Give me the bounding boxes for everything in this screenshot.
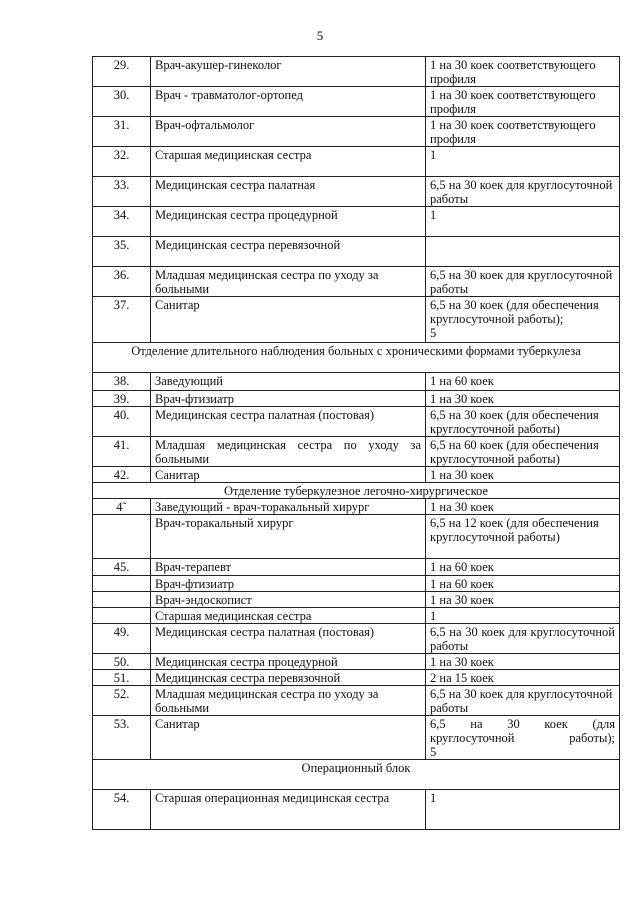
row-number: 45. (93, 559, 151, 576)
section-header-row (93, 483, 620, 499)
table-row (93, 57, 620, 87)
staffing-norm-text: 1 на 30 коек (430, 655, 494, 669)
staffing-norm (426, 576, 620, 592)
staffing-norm (426, 407, 620, 437)
position-name: Врач - травматолог-ортопед (151, 87, 426, 117)
row-number: 41. (93, 437, 151, 467)
position-name: Младшая медицинская сестра по уходу за больными (151, 267, 426, 297)
staffing-norm (426, 207, 620, 237)
staffing-norm-text: 6,5 на 60 коек (для обеспечения круглосуточной работы) (430, 438, 599, 466)
table-row (93, 87, 620, 117)
table-row (93, 686, 620, 716)
position-name: Медицинская сестра процедурной (151, 654, 426, 670)
position-name: Врач-акушер-гинеколог (151, 57, 426, 87)
position-name: Старшая операционная медицинская сестра (151, 790, 426, 830)
staffing-norm (426, 592, 620, 608)
table-row (93, 297, 620, 343)
position-name: Врач-терапевт (151, 559, 426, 576)
staffing-norm (426, 515, 620, 559)
table-row (93, 608, 620, 624)
staffing-norm (426, 670, 620, 686)
table-row (93, 624, 620, 654)
row-number: 42. (93, 467, 151, 483)
staffing-norm-text: 6,5 на 30 коек (для обеспечения круглосуточной работы); (430, 298, 599, 326)
staffing-norm (426, 391, 620, 407)
staffing-norm (426, 559, 620, 576)
staffing-table (92, 56, 620, 830)
row-number: 50. (93, 654, 151, 670)
staffing-norm (426, 608, 620, 624)
section-title: Отделение туберкулезное легочно-хирургическое (93, 483, 620, 499)
staffing-norm-text: 2 на 15 коек (430, 671, 494, 685)
staffing-norm-text: 6,5 на 30 коек (для круглосуточной работы); (430, 717, 615, 745)
position-name: Санитар (151, 297, 426, 343)
staffing-norm (426, 467, 620, 483)
table-row (93, 499, 620, 515)
staffing-norm-text: 1 на 30 коек соответствующего профиля (430, 118, 596, 146)
staffing-norm (426, 499, 620, 515)
section-header-row (93, 343, 620, 373)
table-row (93, 467, 620, 483)
staffing-norm (426, 147, 620, 177)
staffing-norm-text: 1 на 60 коек (430, 560, 494, 574)
staffing-norm-text: 1 на 30 коек соответствующего профиля (430, 58, 596, 86)
position-name: Врач-эндоскопист (151, 592, 426, 608)
row-number: 33. (93, 177, 151, 207)
position-name: Заведующий (151, 373, 426, 391)
row-number: 4˜ (93, 499, 151, 515)
table-row (93, 716, 620, 760)
position-name: Санитар (151, 467, 426, 483)
table-row (93, 207, 620, 237)
row-number: 54. (93, 790, 151, 830)
row-number: 35. (93, 237, 151, 267)
row-number: 38. (93, 373, 151, 391)
staffing-norm (426, 790, 620, 830)
position-name: Медицинская сестра палатная (постовая) (151, 624, 426, 654)
staffing-norm-text: 1 на 30 коек (430, 500, 494, 514)
staffing-norm (426, 117, 620, 147)
position-name: Заведующий - врач-торакальный хирург (151, 499, 426, 515)
table-row (93, 437, 620, 467)
row-number: 32. (93, 147, 151, 177)
row-number: 31. (93, 117, 151, 147)
table-row (93, 515, 620, 559)
row-number: 49. (93, 624, 151, 654)
table-row (93, 592, 620, 608)
staffing-norm-text: 1 (430, 148, 437, 162)
staffing-norm (426, 654, 620, 670)
staffing-norm-extra: 5 (430, 745, 437, 759)
staffing-norm-text: 6,5 на 30 коек для круглосуточной работы (430, 625, 615, 653)
position-name: Медицинская сестра перевязочной (151, 670, 426, 686)
staffing-norm-text: 6,5 на 30 коек для круглосуточной работы (430, 268, 613, 296)
staffing-norm-text: 6,5 на 30 коек (для обеспечения круглосуточной работы) (430, 408, 599, 436)
table-row (93, 670, 620, 686)
position-name: Врач-фтизиатр (151, 391, 426, 407)
page-number: 5 (316, 28, 324, 43)
position-name: Медицинская сестра палатная (постовая) (151, 407, 426, 437)
position-name: Медицинская сестра палатная (151, 177, 426, 207)
staffing-norm (426, 437, 620, 467)
row-number: 40. (93, 407, 151, 437)
row-number (93, 515, 151, 559)
table-row (93, 177, 620, 207)
staffing-norm-text: 1 (430, 791, 437, 805)
table-row (93, 373, 620, 391)
table-row (93, 559, 620, 576)
staffing-norm-text: 1 на 30 коек (430, 468, 494, 482)
row-number: 37. (93, 297, 151, 343)
table-row (93, 117, 620, 147)
table-row (93, 654, 620, 670)
row-number: 30. (93, 87, 151, 117)
staffing-norm-text: 1 на 60 коек (430, 577, 494, 591)
position-name: Медицинская сестра процедурной (151, 207, 426, 237)
position-name: Врач-офтальмолог (151, 117, 426, 147)
table-row (93, 237, 620, 267)
row-number: 53. (93, 716, 151, 760)
position-name: Старшая медицинская сестра (151, 608, 426, 624)
position-name: Санитар (151, 716, 426, 760)
row-number: 29. (93, 57, 151, 87)
table-row (93, 407, 620, 437)
staffing-norm-text: 6,5 на 30 коек для круглосуточной работы (430, 178, 613, 206)
staffing-norm-text: 6,5 на 12 коек (для обеспечения круглосуточной работы) (430, 516, 599, 544)
row-number: 51. (93, 670, 151, 686)
section-title: Операционный блок (93, 760, 620, 790)
row-number: 34. (93, 207, 151, 237)
staffing-norm-text: 1 на 60 коек (430, 374, 494, 388)
row-number: 39. (93, 391, 151, 407)
staffing-norm (426, 716, 620, 760)
position-name: Младшая медицинская сестра по уходу за больными (151, 686, 426, 716)
row-number: 52. (93, 686, 151, 716)
staffing-norm (426, 373, 620, 391)
staffing-norm-text: 1 (430, 609, 437, 623)
position-name: Младшая медицинская сестра по уходу за больными (151, 437, 426, 467)
staffing-norm-text: 1 (430, 208, 437, 222)
staffing-norm (426, 686, 620, 716)
position-name: Медицинская сестра перевязочной (151, 237, 426, 267)
row-number (93, 576, 151, 592)
table-row (93, 391, 620, 407)
table-row (93, 147, 620, 177)
position-name: Врач-торакальный хирург (151, 515, 426, 559)
staffing-norm-text: 6,5 на 30 коек для круглосуточной работы (430, 687, 613, 715)
staffing-norm (426, 177, 620, 207)
position-name: Врач-фтизиатр (151, 576, 426, 592)
staffing-norm (426, 267, 620, 297)
position-name: Старшая медицинская сестра (151, 147, 426, 177)
table-row (93, 790, 620, 830)
staffing-norm-text: 1 на 30 коек соответствующего профиля (430, 88, 596, 116)
section-header-row (93, 760, 620, 790)
staffing-norm (426, 57, 620, 87)
table-row (93, 267, 620, 297)
staffing-norm-text: 1 на 30 коек (430, 392, 494, 406)
staffing-norm-extra: 5 (430, 326, 437, 340)
staffing-norm (426, 624, 620, 654)
section-title: Отделение длительного наблюдения больных с хроническими формами туберкулеза (93, 343, 620, 373)
row-number (93, 608, 151, 624)
table-row (93, 576, 620, 592)
staffing-norm (426, 237, 620, 267)
row-number (93, 592, 151, 608)
row-number: 36. (93, 267, 151, 297)
staffing-norm-text: 1 на 30 коек (430, 593, 494, 607)
staffing-norm (426, 87, 620, 117)
staffing-norm (426, 297, 620, 343)
